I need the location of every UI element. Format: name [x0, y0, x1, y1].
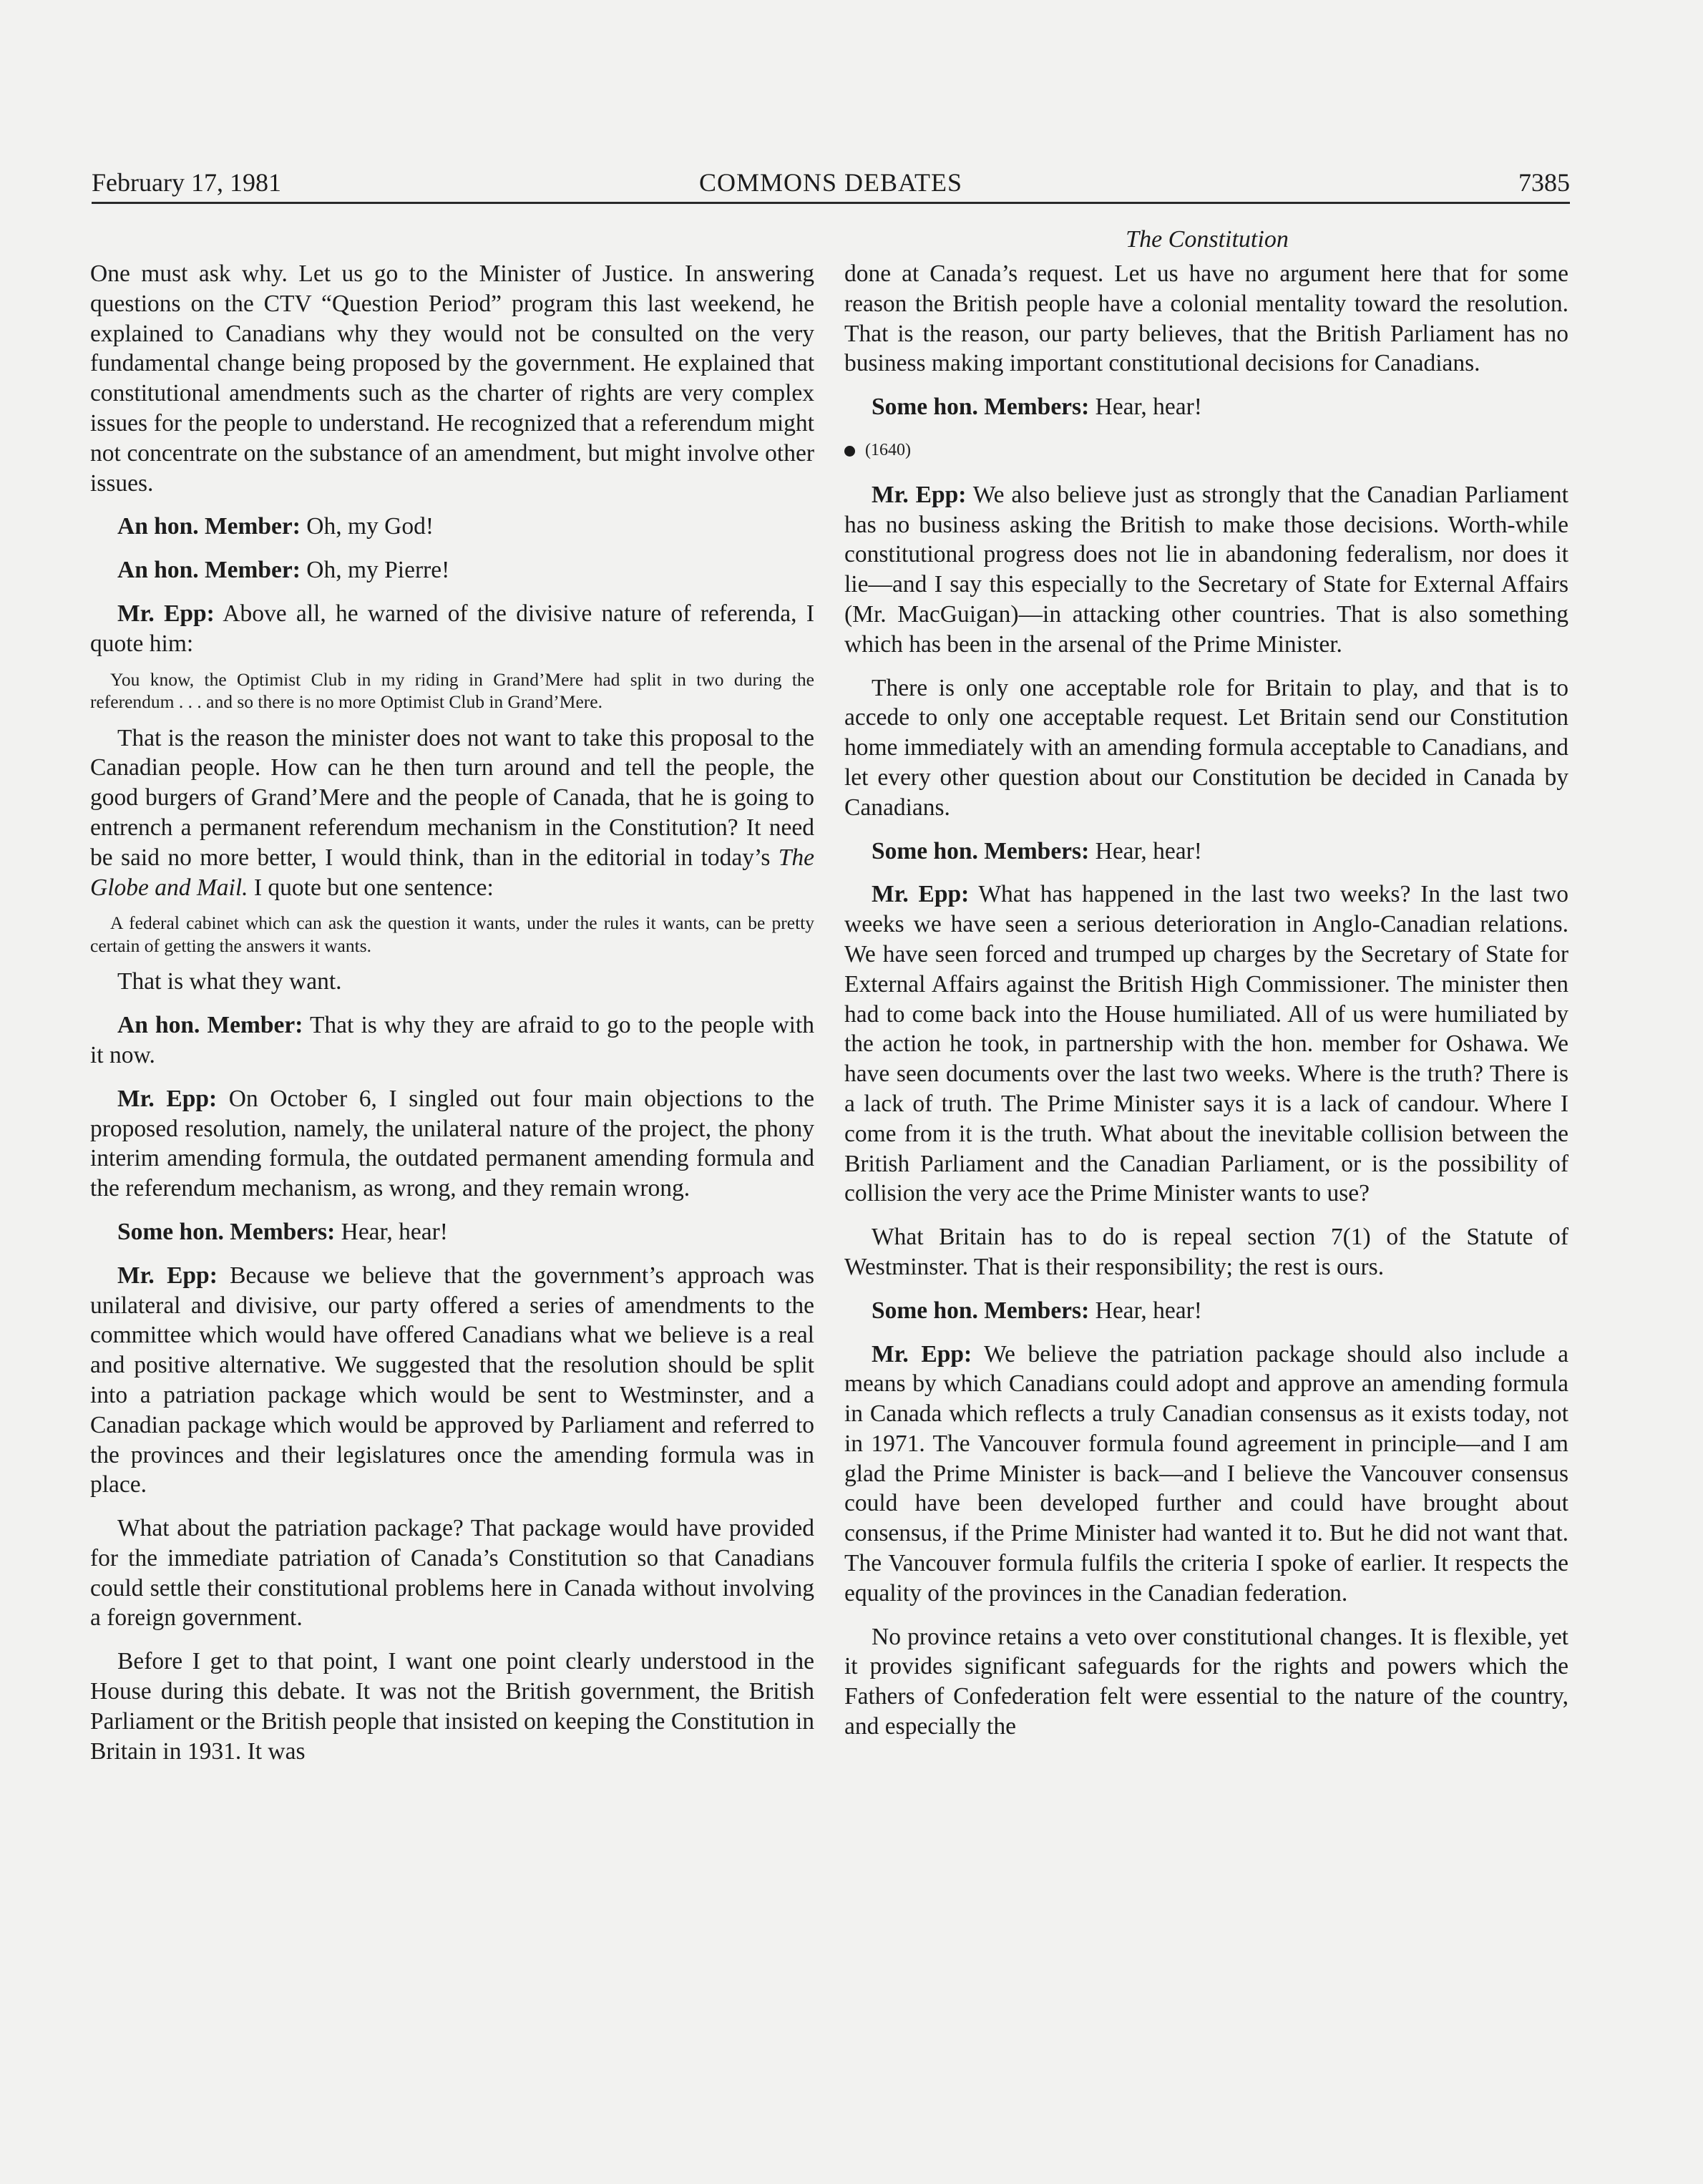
paragraph — [90, 599, 814, 659]
newspaper-title: The Globe and Mail. — [90, 844, 814, 901]
paragraph — [90, 1217, 814, 1247]
speech-text: That is why they are afraid to go to the people with it now. — [90, 1012, 814, 1068]
speech-text: Hear, hear! — [1089, 1297, 1202, 1324]
paragraph — [844, 1296, 1568, 1326]
speaker-name: Mr. Epp: — [872, 481, 967, 508]
speaker-name: Some hon. Members: — [117, 1218, 336, 1245]
paragraph — [844, 879, 1568, 1209]
paragraph: That is what they want. — [117, 968, 342, 995]
paragraph — [90, 512, 814, 542]
paragraph-text: I quote but one sentence: — [248, 874, 494, 901]
header-date: February 17, 1981 — [92, 168, 281, 197]
right-column — [844, 259, 1568, 1755]
paragraph — [90, 1261, 814, 1500]
speaker-name: Mr. Epp: — [872, 881, 970, 908]
header-title: COMMONS DEBATES — [698, 168, 963, 197]
speaker-name: Some hon. Members: — [872, 1297, 1090, 1324]
speaker-name: Mr. Epp: — [872, 1340, 972, 1368]
speech-text: Hear, hear! — [1089, 394, 1202, 421]
speech-text: On October 6, I singled out four main objections to the proposed resolution, namely, the unilateral nature of the project, the phony interim amending formula, the outdated permanent amending formula and the referendum mechanism, as wrong, and they remain wrong. — [90, 1085, 814, 1202]
paragraph — [844, 837, 1568, 867]
bullet-icon — [844, 446, 855, 457]
speech-text: Because we believe that the government’s approach was unilateral and divisive, our party offered a series of amendments to the committee which would have offered Canadians what we believe is a real and positive alternative. We suggested that the resolution should be split into a patriation package which would be sent to Westminster, and a Canadian package which would be approved by Parliament and referred to the provinces and their legislatures once the amending formula was in place. — [90, 1262, 814, 1498]
speech-text: Above all, he warned of the divisive nature of referenda, I quote him: — [90, 600, 814, 657]
paragraph — [844, 480, 1568, 660]
speech-text: We believe the patriation package should also include a means by which Canadians could adopt and approve an amending formula in Canada which reflects a truly Canadian consensus as it exists today, not in 1971. The Vancouver formula found agreement in principle—and I am glad the Prime Minister is back—and I believe the Vancouver consensus could have been developed further and could have brought about consensus, if the Prime Minister had wanted it to. But he did not want that. The Vancouver formula fulfils the criteria I spoke of earlier. It respects the equality of the provinces in the Canadian federation. — [844, 1340, 1568, 1607]
speaker-name: Mr. Epp: — [117, 600, 215, 627]
timestamp-marker — [844, 436, 1568, 466]
header-page-number: 7385 — [1518, 168, 1570, 197]
paragraph — [844, 392, 1568, 422]
speech-text: We also believe just as strongly that the Canadian Parliament has no business asking the British to make those decisions. Worth-while constitutional progress does not lie in abandoning federalism, nor does it lie—and I say this especially to the Secretary of State for External Affairs (Mr. MacGuigan)—in attacking other countries. That is also something which has been in the arsenal of the Prime Minister. — [844, 481, 1568, 658]
speaker-name: Some hon. Members: — [872, 394, 1090, 421]
paragraph: What about the patriation package? That package would have provided for the immediate patriation of Canada’s Constitution so that Canadians could settle their constitutional problems here in Canada without involving a foreign government. — [90, 1515, 814, 1632]
paragraph: There is only one acceptable role for Britain to play, and that is to accede to only one acceptable request. Let Britain send our Constitution home immediately with an amending formula acceptable to Canadians, and let every other question about our Constitution be decided in Canada by Canadians. — [844, 674, 1568, 821]
paragraph — [90, 555, 814, 585]
timestamp-text: (1640) — [865, 440, 911, 459]
speaker-name: Mr. Epp: — [117, 1085, 218, 1112]
speaker-name: Some hon. Members: — [872, 837, 1090, 864]
speech-text: Hear, hear! — [1089, 837, 1202, 864]
speech-text: What has happened in the last two weeks? In the last two weeks we have seen a serious deterioration in Anglo-Canadian relations. We have seen forced and trumped up charges by the Secretary of State for External Affairs against the British High Commissioner. The minister then had to come back into the House humiliated. All of us were humiliated by the action he took, in partnership with the hon. member for Oshawa. We have seen documents over the last two weeks. Where is the truth? There is a lack of truth. The Prime Minister says it is a lack of candour. Where I come from it is the truth. What about the inevitable collision between the British Parliament and the Canadian Parliament, or is the possibility of collision the very ace the Prime Minister wants to use? — [844, 881, 1568, 1207]
paragraph — [90, 723, 814, 903]
paragraph: One must ask why. Let us go to the Minister of Justice. In answering questions on the CTV “Question Period” program this last weekend, he explained to Canadians why they would not be consulted on the very fundamental change being proposed by the government. He explained that constitutional amendments such as the charter of rights are very complex issues for the people to understand. He recognized that a referendum might not concentrate on the substance of an amendment, but might involve other issues. — [90, 260, 814, 497]
paragraph: Before I get to that point, I want one point clearly understood in the House during this debate. It was not the British government, the British Parliament or the British people that insisted on keeping the Constitution in Britain in 1931. It was — [90, 1648, 814, 1765]
paragraph: done at Canada’s request. Let us have no argument here that for some reason the British people have a colonial mentality toward the resolution. That is the reason, our party believes, that the British Parliament has no business making important constitutional decisions for Canadians. — [844, 260, 1568, 377]
block-quote: A federal cabinet which can ask the question it wants, under the rules it wants, can be pretty certain of getting the answers it wants. — [90, 912, 814, 956]
speaker-name: An hon. Member: — [117, 557, 301, 584]
paragraph — [90, 1084, 814, 1204]
section-title: The Constitution — [1126, 226, 1289, 253]
speech-text: Oh, my God! — [300, 513, 434, 540]
speaker-name: An hon. Member: — [117, 513, 301, 540]
paragraph: No province retains a veto over constitutional changes. It is flexible, yet it provides significant safeguards for the rights and powers which the Fathers of Confederation felt were essential to the nature of the country, and especially the — [844, 1623, 1568, 1740]
speaker-name: Mr. Epp: — [117, 1262, 218, 1289]
paragraph — [90, 1010, 814, 1071]
paragraph: What Britain has to do is repeal section 7(1) of the Statute of Westminster. That is their responsibility; the rest is ours. — [844, 1224, 1568, 1280]
paragraph-text: That is the reason the minister does not want to take this proposal to the Canadian people. How can he then turn around and tell the people, the good burgers of Grand’Mere and the people of Canada, that he is going to entrench a permanent referendum mechanism in the Constitution? It need be said no more better, I would think, than in the editorial in today’s — [90, 724, 814, 871]
left-column — [90, 259, 814, 1780]
speech-text: Hear, hear! — [335, 1218, 448, 1245]
page-header — [92, 162, 1570, 204]
block-quote: You know, the Optimist Club in my riding in Grand’Mere had split in two during the referendum . . . and so there is no more Optimist Club in Grand’Mere. — [90, 668, 814, 713]
speech-text: Oh, my Pierre! — [300, 557, 450, 584]
paragraph — [844, 1340, 1568, 1609]
speaker-name: An hon. Member: — [117, 1012, 303, 1039]
